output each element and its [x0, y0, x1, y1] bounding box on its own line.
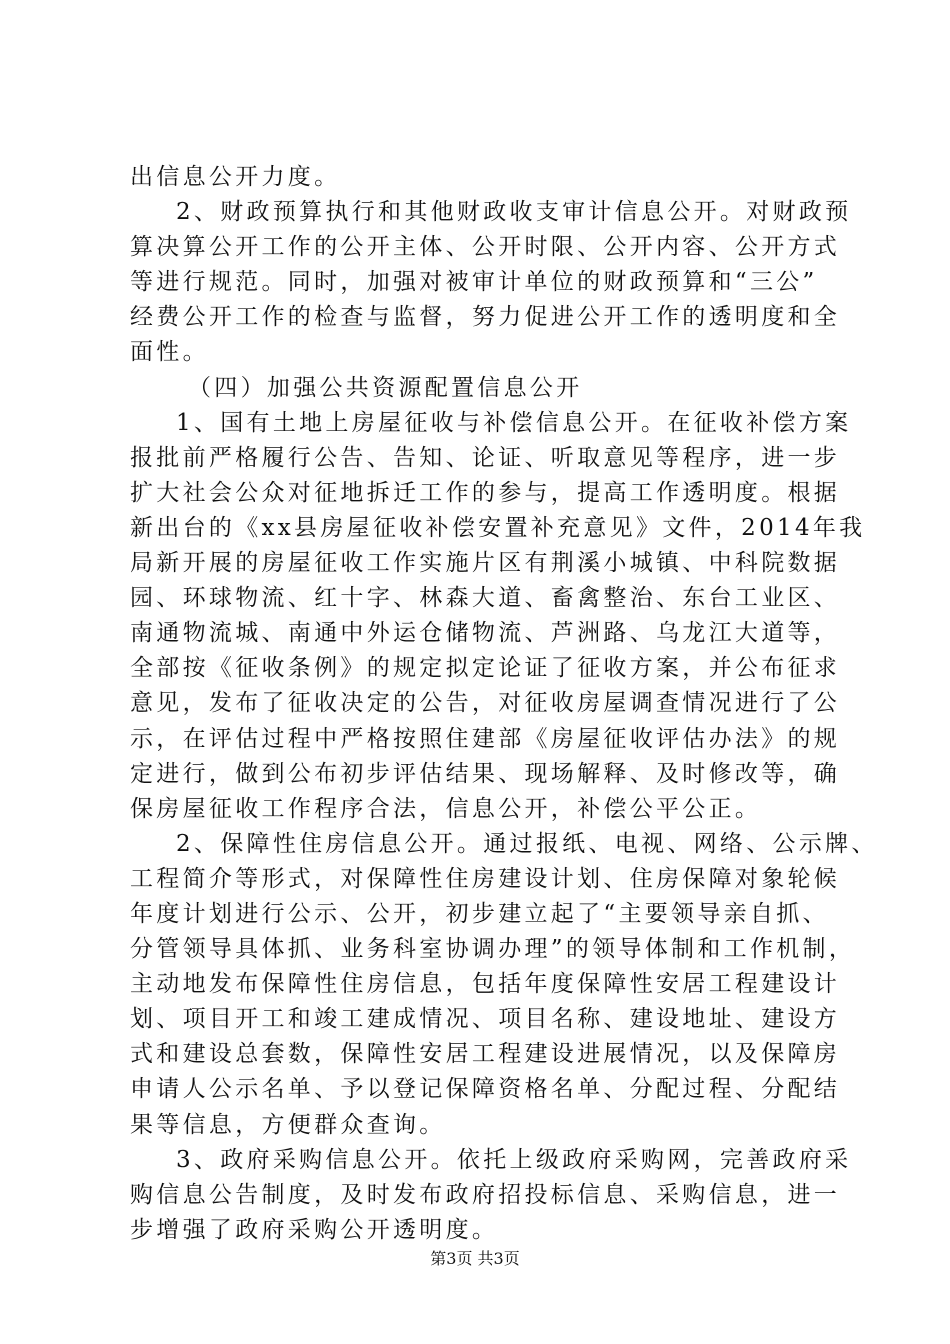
text-line: 式和建设总套数，保障性安居工程建设进展情况，以及保障房 — [130, 1041, 841, 1068]
paragraph-1-start: 1、国有土地上房屋征收与补偿信息公开。在征收补偿方案 — [176, 409, 852, 436]
page-number-footer: 第3页 共3页 — [430, 1249, 520, 1268]
text-line: 局新开展的房屋征收工作实施片区有荆溪小城镇、中科院数据 — [130, 550, 841, 577]
text-line: 等进行规范。同时，加强对被审计单位的财政预算和“三公” — [130, 269, 818, 296]
text-line: 保房屋征收工作程序合法，信息公开，补偿公平公正。 — [130, 795, 762, 822]
paragraph-3-start: 3、政府采购信息公开。依托上级政府采购网，完善政府采 — [176, 1146, 852, 1173]
text-line: 申请人公示名单、予以登记保障资格名单、分配过程、分配结 — [130, 1076, 841, 1103]
text-line: 出信息公开力度。 — [130, 164, 341, 190]
text-line: 果等信息，方便群众查询。 — [130, 1111, 446, 1138]
paragraph-2-start: 2、财政预算执行和其他财政收支审计信息公开。对财政预 — [176, 199, 852, 226]
text-line: 主动地发布保障性住房信息，包括年度保障性安居工程建设计 — [130, 971, 841, 998]
text-line: 新出台的《xx县房屋征收补偿安置补充意见》文件，2014年我 — [130, 514, 866, 541]
text-line: 定进行，做到公布初步评估结果、现场解释、及时修改等，确 — [130, 760, 841, 787]
text-line: 意见，发布了征收决定的公告，对征收房屋调查情况进行了公 — [130, 690, 841, 717]
text-line: 示，在评估过程中严格按照住建部《房屋征收评估办法》的规 — [130, 725, 841, 752]
text-line: 园、环球物流、红十字、林森大道、畜禽整治、东台工业区、 — [130, 585, 841, 612]
text-line: 南通物流城、南通中外运仓储物流、芦洲路、乌龙江大道等， — [130, 620, 841, 647]
text-line: 分管领导具体抓、业务科室协调办理”的领导体制和工作机制， — [130, 936, 856, 963]
text-line: 年度计划进行公示、公开，初步建立起了“主要领导亲自抓、 — [130, 900, 829, 927]
text-line: 步增强了政府采购公开透明度。 — [130, 1216, 499, 1243]
text-line: 面性。 — [130, 339, 209, 366]
document-body — [130, 160, 878, 1248]
text-line: 工程简介等形式，对保障性住房建设计划、住房保障对象轮候 — [130, 865, 841, 892]
text-line: 报批前严格履行公告、告知、论证、听取意见等程序，进一步 — [130, 444, 841, 471]
section-heading: （四）加强公共资源配置信息公开 — [188, 374, 583, 401]
text-line: 算决算公开工作的公开主体、公开时限、公开内容、公开方式 — [130, 234, 841, 261]
text-line: 扩大社会公众对征地拆迁工作的参与，提高工作透明度。根据 — [130, 479, 841, 506]
text-line: 经费公开工作的检查与监督，努力促进公开工作的透明度和全 — [130, 304, 841, 331]
paragraph-2-start: 2、保障性住房信息公开。通过报纸、电视、网络、公示牌、 — [176, 830, 878, 857]
text-line: 全部按《征收条例》的规定拟定论证了征收方案，并公布征求 — [130, 655, 841, 682]
text-line: 划、项目开工和竣工建成情况、项目名称、建设地址、建设方 — [130, 1006, 841, 1033]
text-line: 购信息公告制度，及时发布政府招投标信息、采购信息，进一 — [130, 1181, 841, 1208]
